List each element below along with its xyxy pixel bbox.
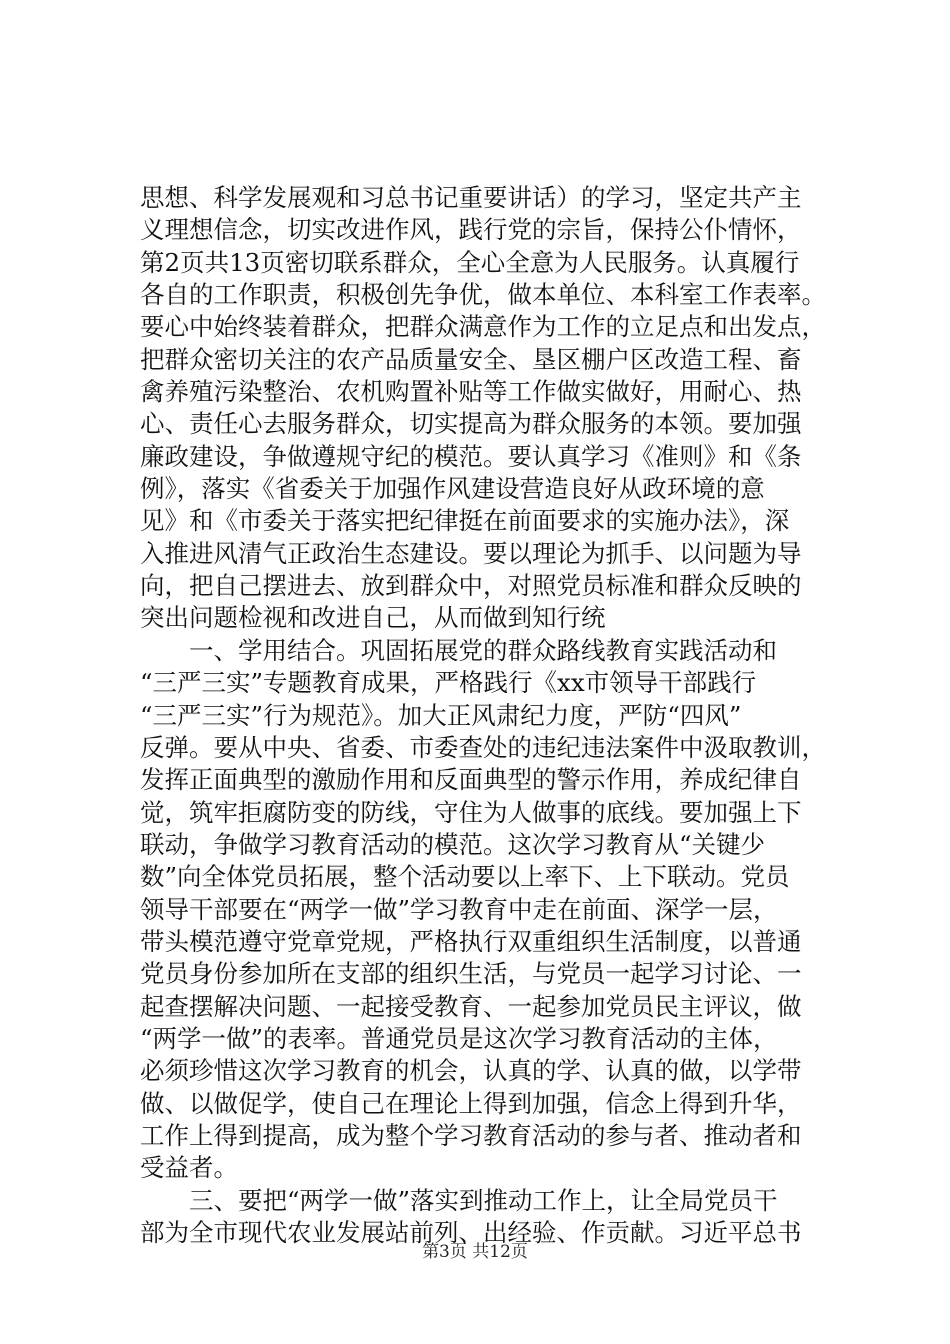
text-line: 思想、科学发展观和习总书记重要讲话）的学习，坚定共产主	[140, 183, 802, 212]
text-line: 联动，争做学习教育活动的模范。这次学习教育从“关键少	[140, 829, 766, 859]
text-line: 发挥正面典型的激励作用和反面典型的警示作用，养成纪律自	[140, 765, 802, 795]
text-line: 各自的工作职责，积极创先争优，做本单位、本科室工作表率。	[140, 280, 826, 310]
text-line: 要心中始终装着群众，把群众满意作为工作的立足点和出发点，	[140, 312, 826, 342]
text-line: 义理想信念，切实改进作风，践行党的宗旨，保持公仆情怀，	[140, 215, 802, 245]
text-line: “两学一做”的表率。普通党员是这次学习教育活动的主体，	[140, 1023, 778, 1053]
text-line: 见》和《市委关于落实把纪律挺在前面要求的实施办法》，深	[140, 506, 790, 536]
text-line: 部为全市现代农业发展站前列、出经验、作贡献。习近平总书	[140, 1218, 802, 1247]
text-line: 廉政建设，争做遵规守纪的模范。要认真学习《准则》和《条	[140, 441, 802, 471]
text-line: 起查摆解决问题、一起接受教育、一起参加党员民主评议，做	[140, 991, 802, 1021]
text-line: “三严三实”专题教育成果，严格践行《xx市领导干部践行	[140, 668, 757, 698]
text-line: 突出问题检视和改进自己，从而做到知行统	[140, 603, 606, 633]
text-line: 禽养殖污染整治、农机购置补贴等工作做实做好，用耐心、热	[140, 377, 802, 407]
text-line: 一、学用结合。巩固拓展党的群众路线教育实践活动和	[140, 635, 777, 665]
text-line: 入推进风清气正政治生态建设。要以理论为抓手、以问题为导	[140, 538, 802, 568]
text-line: 心、责任心去服务群众，切实提高为群众服务的本领。要加强	[140, 409, 802, 439]
text-line: 带头模范遵守党章党规，严格执行双重组织生活制度，以普通	[140, 926, 802, 956]
text-line: 数”向全体党员拓展，整个活动要以上率下、上下联动。党员	[140, 862, 790, 892]
text-line: 三、要把“两学一做”落实到推动工作上，让全局党员干	[140, 1185, 778, 1215]
page-footer	[0, 1241, 950, 1263]
text-line: 必须珍惜这次学习教育的机会，认真的学、认真的做，以学带	[140, 1056, 802, 1086]
text-line: 工作上得到提高，成为整个学习教育活动的参与者、推动者和	[140, 1120, 802, 1150]
text-line: 做、以做促学，使自己在理论上得到加强，信念上得到升华，	[140, 1088, 802, 1118]
page-number-label: 第3页 共12页	[422, 1242, 528, 1262]
text-line: 第2页共13页密切联系群众，全心全意为人民服务。认真履行	[140, 247, 800, 277]
text-line: 向，把自己摆进去、放到群众中，对照党员标准和群众反映的	[140, 571, 802, 601]
text-line: 觉，筑牢拒腐防变的防线，守住为人做事的底线。要加强上下	[140, 797, 802, 827]
text-line: 反弹。要从中央、省委、市委查处的违纪违法案件中汲取教训，	[140, 732, 826, 762]
text-line: 把群众密切关注的农产品质量安全、垦区棚户区改造工程、畜	[140, 344, 802, 374]
text-line: 例》，落实《省委关于加强作风建设营造良好从政环境的意	[140, 474, 765, 504]
document-body	[140, 182, 840, 1249]
text-line: 党员身份参加所在支部的组织生活，与党员一起学习讨论、一	[140, 959, 802, 989]
text-line: 受益者。	[140, 1153, 238, 1183]
text-line: 领导干部要在“两学一做”学习教育中走在前面、深学一层，	[140, 894, 778, 924]
text-line: “三严三实”行为规范》。加大正风肃纪力度，严防“四风”	[140, 700, 742, 730]
